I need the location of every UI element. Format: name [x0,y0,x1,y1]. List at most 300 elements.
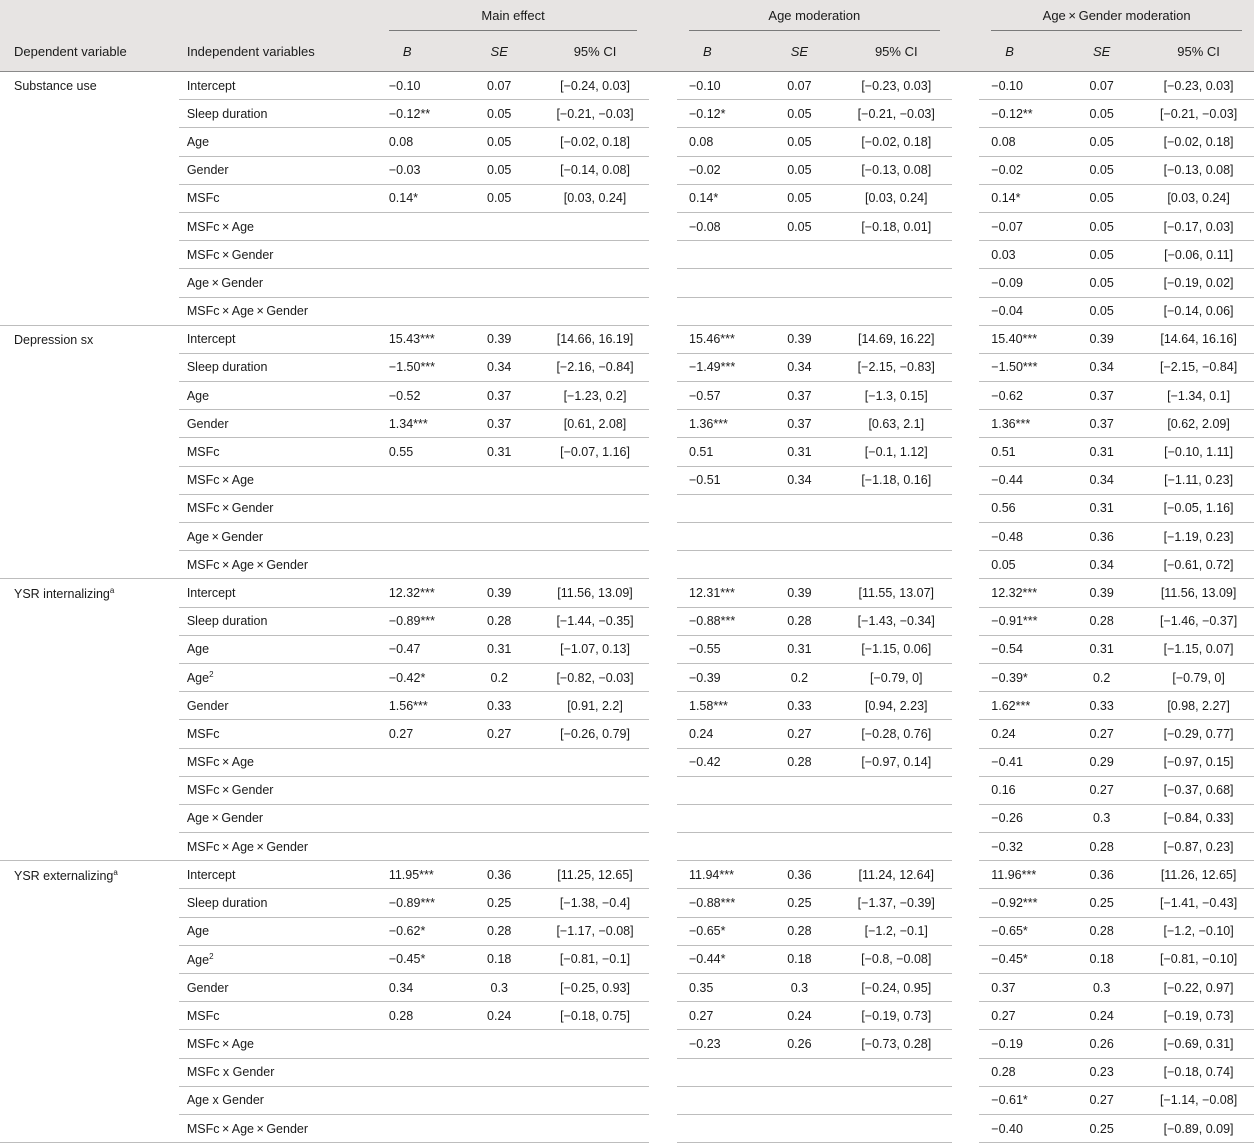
ci-value [841,523,952,551]
column-gap [952,156,980,184]
b-value [377,776,458,804]
table-row [0,466,1254,494]
b-value: 0.27 [377,720,458,748]
column-gap [649,523,677,551]
column-gap [649,748,677,776]
b-value: 0.34 [377,974,458,1002]
se-value [758,1086,841,1114]
se-value [458,297,541,325]
ci-value: [−1.43, −0.34] [841,607,952,635]
b-value: 1.36*** [677,410,758,438]
ci-value: [0.63, 2.1] [841,410,952,438]
table-body [0,72,1254,1143]
ci-value: [−1.34, 0.1] [1143,382,1254,410]
se-value: 0.29 [1060,748,1143,776]
column-gap [649,325,677,353]
se-value: 0.27 [1060,1086,1143,1114]
ci-value [841,833,952,861]
ci-value [541,1114,650,1142]
ci-value: [−1.23, 0.2] [541,382,650,410]
column-gap [952,184,980,212]
b-value: −0.45* [377,945,458,973]
se-value: 0.36 [1060,523,1143,551]
ci-value [841,1086,952,1114]
dependent-variable-cell [0,889,179,917]
dependent-variable-cell [0,776,179,804]
se-value: 0.05 [758,156,841,184]
ci-value: [−0.13, 0.08] [1143,156,1254,184]
column-gap [952,917,980,945]
table-row [0,100,1254,128]
ci-value [541,269,650,297]
ci-value: [0.03, 0.24] [541,184,650,212]
b-value: −0.10 [677,72,758,100]
b-value: 11.95*** [377,861,458,889]
ci-value: [−1.46, −0.37] [1143,607,1254,635]
dependent-variable-cell [0,635,179,663]
se-value: 0.34 [1060,466,1143,494]
b-value: −0.44* [677,945,758,973]
column-gap [952,945,980,973]
dependent-variable-cell [0,72,179,100]
b-value: 1.34*** [377,410,458,438]
b-value [677,1058,758,1086]
table-row [0,297,1254,325]
se-header: SE [758,31,841,72]
dependent-variable-cell [0,269,179,297]
dependent-variable-cell [0,494,179,522]
ci-value: [−0.97, 0.15] [1143,748,1254,776]
ci-value [541,241,650,269]
ci-value [841,804,952,832]
independent-variable-cell [179,1030,377,1058]
table-row [0,1030,1254,1058]
se-value [758,776,841,804]
independent-variable: Sleep duration [186,614,268,629]
b-value: −0.03 [377,156,458,184]
b-value [377,494,458,522]
column-gap [649,72,677,100]
se-value: 0.31 [1060,635,1143,663]
column-gap [952,692,980,720]
b-value: −0.65* [979,917,1060,945]
b-value [377,1058,458,1086]
column-gap [649,241,677,269]
b-value: −0.44 [979,466,1060,494]
ci-value: [−0.02, 0.18] [541,128,650,156]
independent-variable: Sleep duration [186,896,268,911]
exponent: 2 [209,951,214,961]
b-value [677,269,758,297]
independent-variable-cell [179,1086,377,1114]
table-row [0,382,1254,410]
independent-variable-cell [179,100,377,128]
column-gap [952,833,980,861]
column-gap [649,663,677,691]
se-value [758,241,841,269]
se-value: 0.39 [758,325,841,353]
dependent-variable-cell [0,128,179,156]
independent-variable: MSFc × Gender [186,783,274,798]
b-value: 0.14* [377,184,458,212]
dependent-variable-cell [0,184,179,212]
ci-value: [−0.21, −0.03] [541,100,650,128]
se-value [758,269,841,297]
independent-variable: MSFc [186,445,220,460]
independent-variable: Age × Gender [186,529,264,544]
dependent-variable-cell [0,241,179,269]
b-value: 0.14* [979,184,1060,212]
ci-value [541,1086,650,1114]
se-value: 0.28 [758,917,841,945]
b-value [377,804,458,832]
column-gap [952,579,980,607]
column-gap [649,551,677,579]
b-value [677,494,758,522]
independent-variable: MSFc × Age [186,1036,255,1051]
ci-value: [−0.25, 0.93] [541,974,650,1002]
independent-variable-cell [179,1114,377,1142]
independent-variable-cell [179,945,377,973]
b-value: −0.12** [377,100,458,128]
ci-value: [−0.19, 0.73] [1143,1002,1254,1030]
se-value: 0.07 [758,72,841,100]
se-value: 0.24 [1060,1002,1143,1030]
column-gap [952,1058,980,1086]
se-value [758,523,841,551]
table-row [0,917,1254,945]
table-row [0,692,1254,720]
se-value: 0.05 [758,128,841,156]
se-value: 0.37 [458,410,541,438]
ci-value: [−0.79, 0] [841,663,952,691]
column-gap [952,494,980,522]
column-gap [649,974,677,1002]
dependent-variable-cell [0,804,179,832]
se-value: 0.05 [1060,269,1143,297]
ci-value: [11.56, 13.09] [1143,579,1254,607]
b-value [677,804,758,832]
b-header: B [677,31,758,72]
ci-value [541,776,650,804]
independent-variable-cell [179,748,377,776]
ci-value: [−0.37, 0.68] [1143,776,1254,804]
ci-value: [−0.17, 0.03] [1143,212,1254,240]
b-value: 1.36*** [979,410,1060,438]
b-value: −0.08 [677,212,758,240]
se-value: 0.3 [458,974,541,1002]
ci-value: [−0.19, 0.73] [841,1002,952,1030]
se-value: 0.07 [458,72,541,100]
independent-variable: Sleep duration [186,106,268,121]
se-value: 0.24 [458,1002,541,1030]
b-value [377,551,458,579]
column-gap [649,579,677,607]
se-value: 0.27 [458,720,541,748]
b-value [377,1086,458,1114]
se-value: 0.37 [758,382,841,410]
b-value: 0.27 [979,1002,1060,1030]
ci-value: [0.62, 2.09] [1143,410,1254,438]
column-gap [649,1058,677,1086]
footnote-marker: a [113,867,118,877]
se-value: 0.31 [1060,494,1143,522]
b-value: −0.88*** [677,607,758,635]
ci-value: [−0.89, 0.09] [1143,1114,1254,1142]
exponent: 2 [209,669,214,679]
table-row [0,974,1254,1002]
se-value: 0.18 [458,945,541,973]
ci-value: [−0.18, 0.01] [841,212,952,240]
b-value: 0.16 [979,776,1060,804]
b-value: 1.56*** [377,692,458,720]
independent-variable: MSFc [186,191,220,206]
footnote-marker: a [109,585,115,595]
independent-variable: MSFc × Age [186,473,255,488]
column-gap [649,776,677,804]
ci-value [541,494,650,522]
ci-value: [−1.3, 0.15] [841,382,952,410]
se-value: 0.39 [758,579,841,607]
b-value: −0.10 [979,72,1060,100]
independent-variable-cell [179,184,377,212]
independent-variable-cell [179,523,377,551]
independent-variable: Intercept [186,332,236,347]
ci-value: [14.66, 16.19] [541,325,650,353]
se-value: 0.33 [1060,692,1143,720]
table-row [0,269,1254,297]
b-value: 1.58*** [677,692,758,720]
dependent-variable-cell [0,1114,179,1142]
column-gap [649,945,677,973]
b-value: −0.52 [377,382,458,410]
b-value: 0.35 [677,974,758,1002]
se-value [758,1058,841,1086]
ci-value [841,297,952,325]
independent-variable: MSFc [186,1008,220,1023]
se-value: 0.05 [458,128,541,156]
ci-value: [−0.61, 0.72] [1143,551,1254,579]
group-age-gender-moderation [979,0,1254,31]
column-gap [649,269,677,297]
ci-value: [14.64, 16.16] [1143,325,1254,353]
dependent-variable-cell [0,861,179,889]
column-gap [952,100,980,128]
b-value: −0.47 [377,635,458,663]
column-gap [952,974,980,1002]
b-value [377,269,458,297]
ci-value: [−1.07, 0.13] [541,635,650,663]
independent-variable: Age [186,671,210,686]
ci-value [541,523,650,551]
b-value [377,1030,458,1058]
ci-value: [0.61, 2.08] [541,410,650,438]
b-value: −0.40 [979,1114,1060,1142]
b-value: −0.51 [677,466,758,494]
b-value [677,297,758,325]
b-value: −0.89*** [377,889,458,917]
dependent-variable-cell [0,974,179,1002]
independent-variable-cell [179,325,377,353]
se-value: 0.18 [758,945,841,973]
column-gap [649,212,677,240]
se-value [458,494,541,522]
ci-value: [−2.16, −0.84] [541,353,650,381]
dependent-variable-cell [0,607,179,635]
dependent-variable-cell [0,466,179,494]
ci-value: [0.98, 2.27] [1143,692,1254,720]
b-value [677,523,758,551]
ci-value: [−0.79, 0] [1143,663,1254,691]
independent-variable-cell [179,607,377,635]
se-value [458,776,541,804]
independent-variable: Age × Gender [186,811,264,826]
independent-variable: Sleep duration [186,360,268,375]
ci-value: [−1.17, −0.08] [541,917,650,945]
se-value [758,804,841,832]
se-value: 0.2 [758,663,841,691]
b-value: 0.14* [677,184,758,212]
dependent-variable-cell [0,945,179,973]
ci-value: [−0.97, 0.14] [841,748,952,776]
dependent-variable-cell [0,1030,179,1058]
b-value: −0.89*** [377,607,458,635]
ci-value [841,1114,952,1142]
b-value: 0.24 [677,720,758,748]
b-value [377,748,458,776]
independent-variable: Intercept [186,78,236,93]
b-value: −1.49*** [677,353,758,381]
column-gap [649,692,677,720]
se-value: 0.26 [1060,1030,1143,1058]
se-value [458,212,541,240]
se-value [758,297,841,325]
ci-value: [−2.15, −0.84] [1143,353,1254,381]
b-value: 1.62*** [979,692,1060,720]
se-value: 0.27 [1060,720,1143,748]
se-value: 0.31 [458,635,541,663]
table-row [0,523,1254,551]
independent-variable: Gender [186,163,229,178]
b-value [377,241,458,269]
table-row [0,889,1254,917]
independent-variable-cell [179,156,377,184]
ci-value: [−0.87, 0.23] [1143,833,1254,861]
ci-value: [−0.24, 0.03] [541,72,650,100]
column-gap [649,804,677,832]
column-gap [649,889,677,917]
se-value [758,833,841,861]
b-header: B [979,31,1060,72]
ci-value [541,1058,650,1086]
se-value: 0.39 [458,579,541,607]
se-value: 0.31 [458,438,541,466]
ci-value: [−0.73, 0.28] [841,1030,952,1058]
independent-variable: Age [186,388,210,403]
column-gap [952,297,980,325]
independent-variable-cell [179,551,377,579]
table-row [0,212,1254,240]
table-row [0,72,1254,100]
ci-value: [−0.24, 0.95] [841,974,952,1002]
header-blank [179,0,377,31]
independent-variable-cell [179,889,377,917]
ci-value [541,551,650,579]
independent-variable: MSFc × Age [186,755,255,770]
b-value: −0.48 [979,523,1060,551]
se-value: 0.05 [758,100,841,128]
independent-variable: Gender [186,698,229,713]
b-value: −1.50*** [377,353,458,381]
b-value [377,297,458,325]
column-gap [649,635,677,663]
se-value: 0.34 [758,353,841,381]
group-label: Age × Gender moderation [1042,8,1191,23]
ci-value [841,494,952,522]
ci-value: [−0.28, 0.76] [841,720,952,748]
table-row [0,720,1254,748]
dependent-variable: YSR internalizing [14,586,110,601]
ci-value [541,748,650,776]
dependent-variable-cell [0,833,179,861]
column-gap [952,861,980,889]
independent-variable: MSFc x Gender [186,1065,275,1080]
b-value: −1.50*** [979,353,1060,381]
b-value [677,776,758,804]
column-gap [649,410,677,438]
table-row [0,128,1254,156]
ci-value: [−0.19, 0.02] [1143,269,1254,297]
column-gap [649,128,677,156]
se-value: 0.3 [1060,804,1143,832]
b-value: 0.37 [979,974,1060,1002]
b-value: 0.05 [979,551,1060,579]
se-value: 0.33 [458,692,541,720]
dependent-variable-cell [0,100,179,128]
se-value: 0.31 [758,635,841,663]
column-gap [952,241,980,269]
se-value: 0.36 [458,861,541,889]
se-value: 0.07 [1060,72,1143,100]
ci-value: [−0.69, 0.31] [1143,1030,1254,1058]
se-value: 0.25 [1060,1114,1143,1142]
dependent-variable-cell [0,438,179,466]
table-row [0,861,1254,889]
se-value: 0.05 [458,156,541,184]
ci-value: [−0.14, 0.08] [541,156,650,184]
independent-variable: Intercept [186,867,236,882]
dependent-variable-cell [0,325,179,353]
column-gap [952,663,980,691]
b-value: −0.54 [979,635,1060,663]
b-value [377,523,458,551]
se-value [458,748,541,776]
ci-header: 95% CI [541,31,650,72]
se-value: 0.26 [758,1030,841,1058]
independent-variable-cell [179,382,377,410]
ci-value: [−0.02, 0.18] [841,128,952,156]
ci-value [541,833,650,861]
column-gap [649,833,677,861]
ci-value [841,241,952,269]
b-value [377,1114,458,1142]
b-value: 0.24 [979,720,1060,748]
se-value: 0.23 [1060,1058,1143,1086]
independent-variable-cell [179,212,377,240]
ci-value [541,212,650,240]
table-row [0,1002,1254,1030]
se-value: 0.18 [1060,945,1143,973]
